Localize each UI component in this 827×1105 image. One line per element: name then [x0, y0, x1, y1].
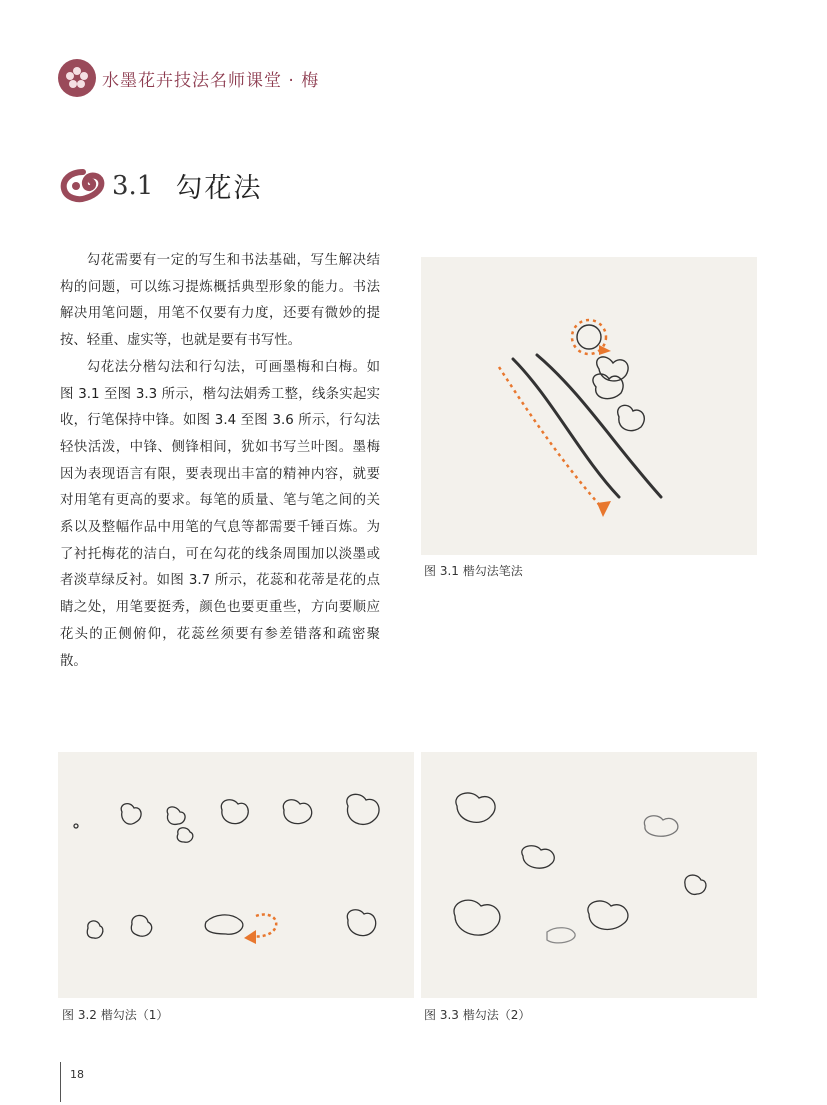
- section-title: 勾花法: [175, 173, 263, 204]
- paragraph: 勾花法分楷勾法和行勾法，可画墨梅和白梅。如图 3.1 至图 3.3 所示，楷勾法娟秀工整，线条实起实收，行笔保持中锋。如图 3.4 至图 3.6 所示，行勾法轻快活泼，中锋、侧锋相间，犹如书写兰叶图。墨梅因为表现语言有限，要表现出丰富的精神内容，就要对用笔有更高的要求。每笔的质量、笔与笔之间的关系以及整幅作品中用笔的气息等都需要千锤百炼。为了衬托梅花的洁白，可在勾花的线条周围加以淡墨或者淡草绿反衬。如图 3.7 所示，花蕊和花蒂是花的点睛之处，用笔要挺秀，颜色也要更重些，方向要顺应花头的正侧俯仰，花蕊丝须要有参差错落和疏密聚散。: [60, 359, 380, 669]
- paragraph: 勾花需要有一定的写生和书法基础，写生解决结构的问题，可以练习提炼概括典型形象的能力。书法解决用笔问题，用笔不仅要有力度，还要有微妙的提按、轻重、虚实等，也就是要有书写性。: [60, 253, 380, 349]
- figure-3-3: [421, 752, 757, 998]
- figure-caption: 图 3.3 楷勾法（2）: [424, 1008, 531, 1022]
- page-number-rule: [60, 1062, 61, 1102]
- figure-caption: 图 3.2 楷勾法（1）: [62, 1008, 169, 1022]
- figure-3-2: [58, 752, 414, 998]
- plum-blossom-icon: [58, 59, 96, 97]
- figure-caption: 图 3.1 楷勾法笔法: [424, 564, 523, 578]
- cloud-swirl-icon: [60, 168, 106, 204]
- section-number: 3.1: [112, 170, 154, 201]
- body-text: [60, 248, 380, 675]
- running-header: [58, 58, 319, 98]
- figure-3-1: [421, 257, 757, 555]
- section-heading: [60, 166, 262, 205]
- header-title: 水墨花卉技法名师课堂 · 梅: [102, 70, 320, 91]
- page-number: 18: [70, 1068, 84, 1081]
